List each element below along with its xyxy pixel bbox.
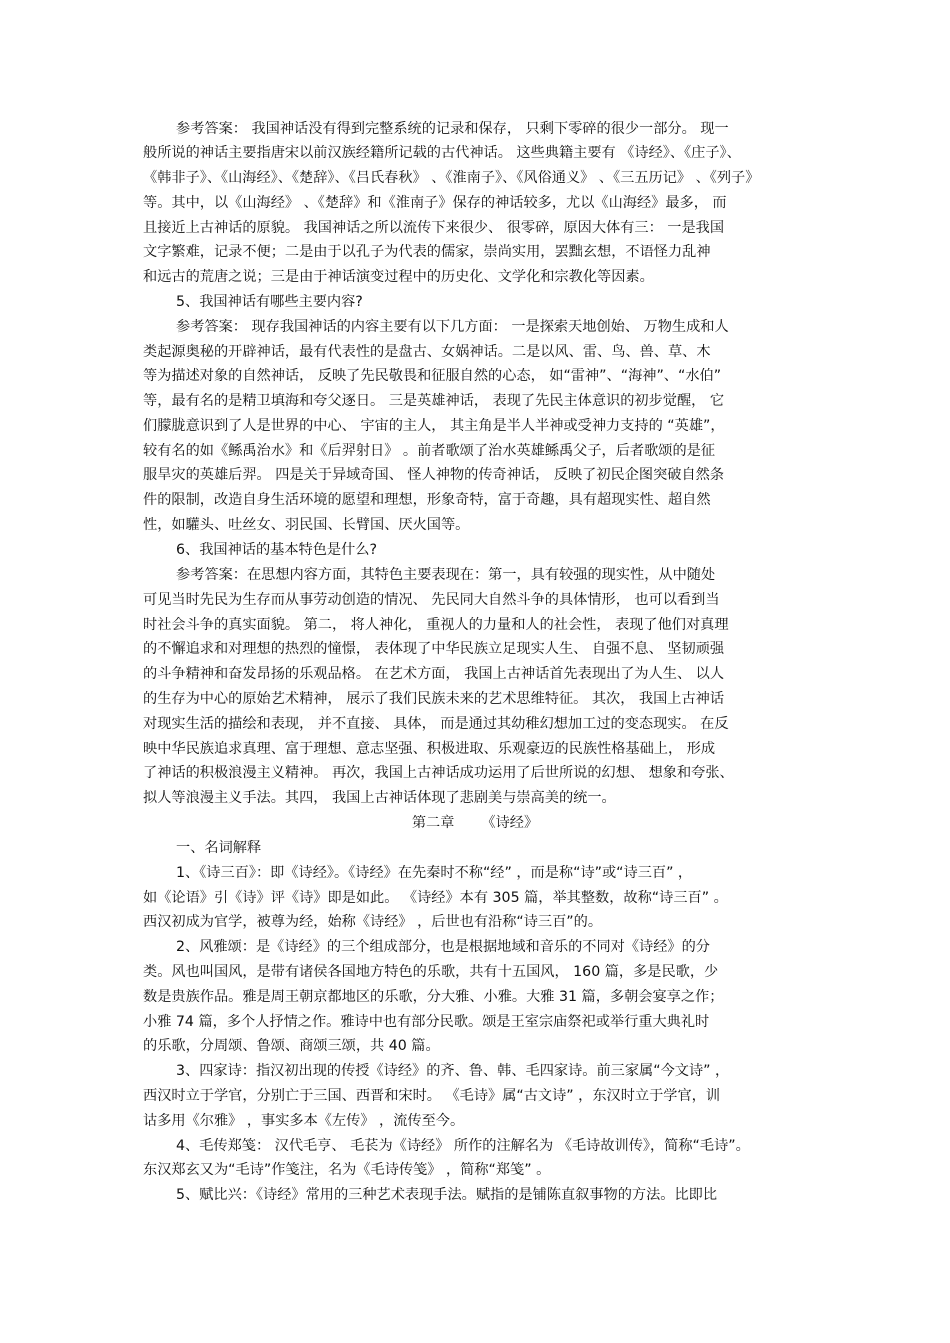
text-line: 5、赋比兴：《诗经》常用的三种艺术表现手法。赋指的是铺陈直叙事物的方法。比即比 (176, 1187, 718, 1203)
text-line: 较有名的如《鲧禹治水》和《后羿射日》 。前者歌颂了治水英雄鲧禹父子，后者歌颂的是征 (143, 443, 716, 459)
text-line: 服旱灾的英雄后羿。 四是关于异域奇国、 怪人神物的传奇神话， 反映了初民企图突破自然条 (143, 467, 725, 483)
text-line: 3、四家诗：指汉初出现的传授《诗经》的齐、鲁、韩、毛四家诗。前三家属“今文诗” ， (176, 1063, 730, 1079)
text-line: 时社会斗争的真实面貌。 第二， 将人神化， 重视人的力量和人的社会性， 表现了他们对真理 (143, 617, 729, 633)
text-line: 件的限制，改造自身生活环境的愿望和理想，形象奇特，富于奇趣，具有超现实性、超自然 (143, 492, 711, 508)
text-line: 的生存为中心的原始艺术精神， 展示了我们民族未来的艺术思维特征。 其次， 我国上古神话 (143, 691, 725, 707)
text-line: 和远古的荒唐之说；三是由于神话演变过程中的历史化、文学化和宗教化等因素。 (143, 269, 654, 285)
question-heading: 5、我国神话有哪些主要内容? (176, 294, 363, 310)
text-line: 映中华民族追求真理、富于理想、意志坚强、积极进取、乐观豪迈的民族性格基础上， 形成 (143, 741, 716, 757)
text-line: 诂多用《尔雅》 ，事实多本《左传》 ，流传至今。 (143, 1113, 465, 1129)
text-line: 参考答案： 现存我国神话的内容主要有以下几方面： 一是探索天地创始、 万物生成和人 (176, 319, 729, 335)
text-line: 《韩非子》、《山海经》、《楚辞》、《吕氏春秋》 、《淮南子》、《风俗通义》 、《三五历记》 、《列子》 (143, 170, 760, 186)
text-line: 类。风也叫国风，是带有诸侯各国地方特色的乐歌，共有十五国风， 160 篇，多是民歌，少 (143, 964, 719, 980)
text-line: 们朦胧意识到了人是世界的中心、 宇宙的主人， 其主角是半人半神或受神力支持的 “英雄”， (143, 418, 725, 434)
text-line: 参考答案：在思想内容方面，其特色主要表现在：第一，具有较强的现实性，从中随处 (176, 567, 716, 583)
text-line: 可见当时先民为生存而从事劳动创造的情况、 先民同大自然斗争的具体情形， 也可以看到当 (143, 592, 720, 608)
text-line: 般所说的神话主要指唐宋以前汉族经籍所记载的古代神话。 这些典籍主要有 《诗经》、《庄子》、 (143, 145, 741, 161)
text-line: 的斗争精神和奋发昂扬的乐观品格。 在艺术方面， 我国上古神话首先表现出了为人生、 以人 (143, 666, 725, 682)
text-line: 等。其中，以《山海经》 、《楚辞》和《淮南子》保存的神话较多，尤以《山海经》最多， 而 (143, 195, 727, 211)
text-line: 数是贵族作品。雅是周王朝京都地区的乐歌，分大雅、小雅。大雅 31 篇，多朝会宴享之作； (143, 989, 724, 1005)
text-line: 小雅 74 篇，多个人抒情之作。雅诗中也有部分民歌。颂是王室宗庙祭祀或举行重大典礼时 (143, 1014, 710, 1030)
text-line: 等，最有名的是精卫填海和夸父逐日。 三是英雄神话， 表现了先民主体意识的初步觉醒， 它 (143, 393, 725, 409)
text-line: 东汉郑玄又为“毛诗”作笺注，名为《毛诗传笺》 ，简称“郑笺” 。 (143, 1162, 551, 1178)
text-line: 的乐歌，分周颂、鲁颂、商颂三颂，共 40 篇。 (143, 1038, 440, 1054)
question-heading: 6、我国神话的基本特色是什么? (176, 542, 377, 558)
text-line: 2、风雅颂：是《诗经》的三个组成部分，也是根据地域和音乐的不同对《诗经》的分 (176, 939, 710, 955)
text-line: 性，如驩头、吐丝女、羽民国、长臂国、厌火国等。 (143, 517, 470, 533)
chapter-heading: 第二章 《诗经》 (411, 815, 539, 831)
text-line: 的不懈追求和对理想的热烈的憧憬， 表体现了中华民族立足现实人生、 自强不息、 坚韧顽强 (143, 641, 725, 657)
text-line: 文字繁难，记录不便；二是由于以孔子为代表的儒家，崇尚实用，罢黜玄想，不语怪力乱神 (143, 244, 711, 260)
text-line: 类起源奥秘的开辟神话，最有代表性的是盘古、女娲神话。二是以风、雷、鸟、兽、草、木 (143, 344, 711, 360)
text-line: 了神话的积极浪漫主义精神。 再次，我国上古神话成功运用了后世所说的幻想、 想象和夸张、 (143, 765, 734, 781)
text-line: 拟人等浪漫主义手法。其四， 我国上古神话体现了悲剧美与崇高美的统一。 (143, 790, 616, 806)
text-line: 4、毛传郑笺： 汉代毛亨、 毛苌为《诗经》 所作的注解名为 《毛诗故训传》，简称“毛诗”。 (176, 1138, 750, 1154)
text-line: 如《论语》引《诗》评《诗》即是如此。 《诗经》本有 305 篇，举其整数，故称“诗三百” 。 (143, 890, 728, 906)
text-line: 对现实生活的描绘和表现， 并不直接、 具体， 而是通过其幼稚幻想加工过的变态现实。 在反 (143, 716, 729, 732)
text-line: 且接近上古神话的原貌。 我国神话之所以流传下来很少、 很零碎，原因大体有三： 一是我国 (143, 220, 725, 236)
section-heading: 一、名词解释 (176, 840, 262, 856)
text-line: 西汉初成为官学，被尊为经，始称《诗经》 ，后世也有沿称“诗三百”的。 (143, 914, 603, 930)
text-line: 参考答案： 我国神话没有得到完整系统的记录和保存， 只剩下零碎的很少一部分。 现一 (176, 121, 729, 137)
text-line: 西汉时立于学官，分别亡于三国、西晋和宋时。 《毛诗》属“古文诗” ，东汉时立于学官，训 (143, 1088, 721, 1104)
text-line: 1、《诗三百》：即《诗经》。《诗经》在先秦时不称“经” ，而是称“诗”或“诗三百” ， (176, 865, 693, 881)
text-line: 等为描述对象的自然神话， 反映了先民敬畏和征服自然的心态， 如“雷神”、“海神”、“水伯” (143, 368, 722, 384)
